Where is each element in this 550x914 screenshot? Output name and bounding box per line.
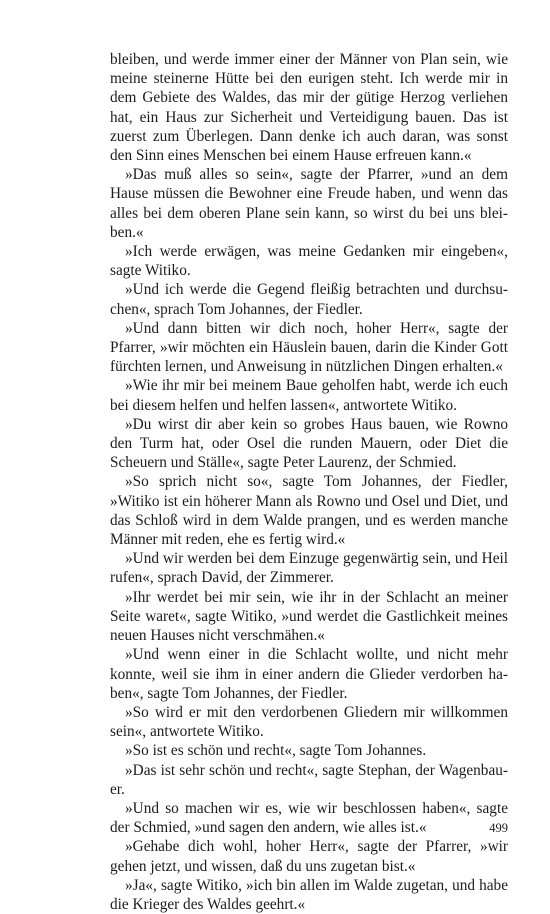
paragraph: »So ist es schön und recht«, sagte Tom Johannes.: [125, 742, 427, 760]
page-number: 499: [489, 821, 508, 835]
paragraph: »So sprich nicht so«, sagte Tom Johannes, der Fiedler, »Witiko ist ein höherer Mann als Rowno und Osel und Diet, und das Schloß wird in dem Walde prangen, und es werden manche Männer mit reden, ehe es fertig wird.«: [110, 473, 508, 549]
paragraph: »Wie ihr mir bei meinem Baue geholfen habt, werde ich euch bei diesem helfen und helfen lassen«, antwortete Witiko.: [110, 377, 508, 414]
paragraph: »Ich werde erwägen, was meine Gedanken mir eingeben«, sagte Witiko.: [110, 243, 508, 280]
paragraph: »So wird er mit den verdorbenen Gliedern mir willkommen sein«, antwortete Witiko.: [110, 703, 508, 741]
paragraph: »Und wenn einer in die Schlacht wollte, und nicht mehr konnte, weil sie ihm in einer andern die Glieder verdorben haben«, sagte Tom Johannes, der Fiedler.: [110, 646, 508, 702]
paragraph: »Das muß alles so sein«, sagte der Pfarrer, »und an dem Hause müssen die Bewohner eine Freude haben, und wenn das alles bei dem oberen Plane sein kann, so wirst du bei uns bleiben.«: [110, 166, 508, 241]
page-body: [110, 50, 508, 914]
paragraph: »Ihr werdet bei mir sein, wie ihr in der Schlacht an meiner Seite waret«, sagte Witiko, »und werdet die Gastlichkeit meines neuen Hauses nicht verschmähen.«: [110, 588, 508, 645]
paragraph: »Und so machen wir es, wie wir beschlossen haben«, sagte der Schmied, »und sagen den andern, wie alles ist.«: [110, 799, 508, 837]
paragraph: »Das ist sehr schön und recht«, sagte Stephan, der Wagenbauer.: [110, 761, 508, 798]
paragraph: »Du wirst dir aber kein so grobes Haus bauen, wie Rowno den Turm hat, oder Osel die runden Mauern, oder Diet die Scheuern und Ställe«, sagte Peter Laurenz, der Schmied.: [110, 415, 508, 472]
paragraph: »Und dann bitten wir dich noch, hoher Herr«, sagte der Pfarrer, »wir möchten ein Häuslein bauen, darin die Kinder Gott fürchten lernen, und Anweisung in nützlichen Dingen erhalten.«: [110, 319, 508, 376]
paragraph: »Gehabe dich wohl, hoher Herr«, sagte der Pfarrer, »wir gehen jetzt, und wissen, daß du uns zugetan bist.«: [110, 838, 508, 875]
paragraph: »Ja«, sagte Witiko, »ich bin allen im Walde zugetan, und habe die Krieger des Waldes geehrt.«: [110, 876, 508, 913]
paragraph: »Und ich werde die Gegend fleißig betrachten und durchsuchen«, sprach Tom Johannes, der Fiedler.: [110, 281, 508, 318]
paragraph: bleiben, und werde immer einer der Männer von Plan sein, wie meine steinerne Hütte bei den eurigen steht. Ich werde mir in dem Gebiete des Waldes, das mir der gütige Herzog verliehen hat, ein Haus zur Sicherheit und Verteidigung bauen. Das ist zuerst zum Überlegen. Dann denke ich auch daran, was sonst den Sinn eines Menschen bei einem Hause erfreuen kann.«: [110, 51, 508, 165]
paragraph: »Und wir werden bei dem Einzuge gegenwärtig sein, und Heil rufen«, sprach David, der Zimmerer.: [110, 550, 508, 587]
